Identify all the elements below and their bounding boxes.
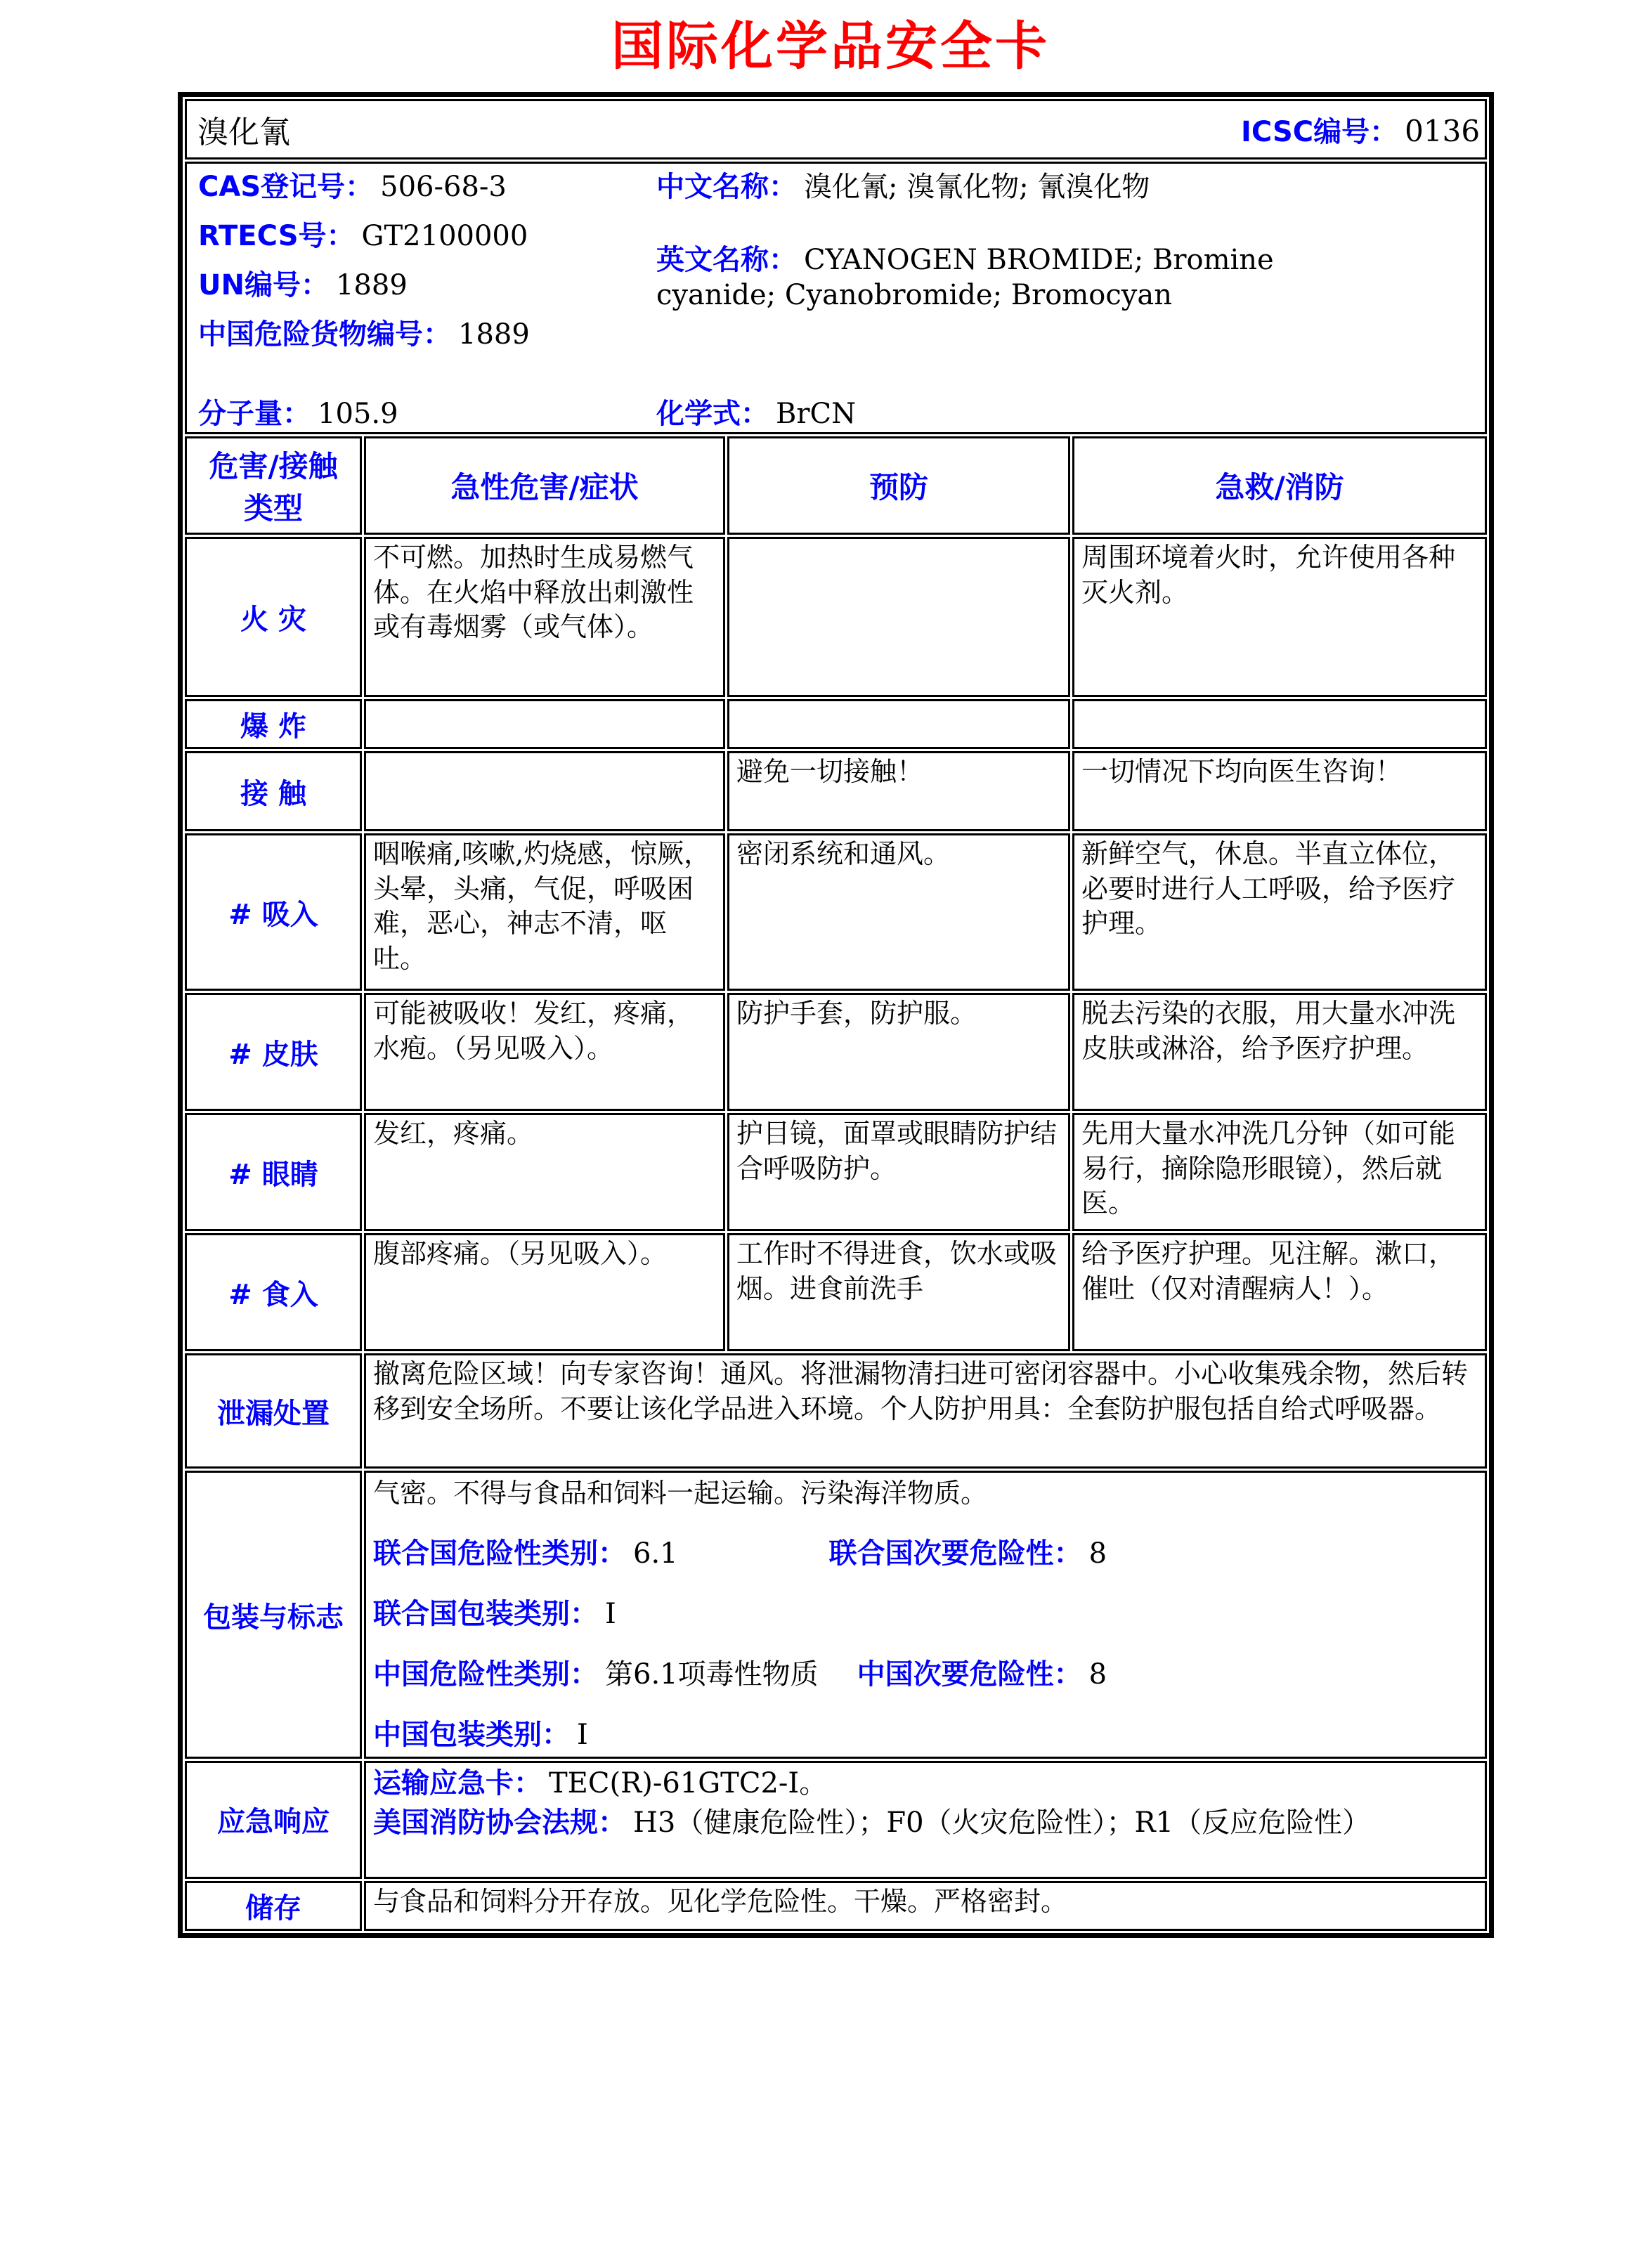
storage-text: 与食品和饲料分开存放。见化学危险性。干燥。严格密封。 (364, 1881, 1487, 1931)
fire-symptoms: 不可燃。加热时生成易燃气体。在火焰中释放出刺激性或有毒烟雾（或气体）。 (364, 537, 725, 697)
hazard-row-eyes (185, 1113, 1487, 1231)
ingestion-firstaid: 给予医疗护理。见注解。漱口，催吐（仅对清醒病人！）。 (1072, 1233, 1487, 1351)
transport-emergency-card: 运输应急卡： TEC(R)-61GTC2-I。 (373, 1766, 828, 1799)
hazard-row-inhalation (185, 833, 1487, 991)
explosion-firstaid (1072, 699, 1487, 749)
hazard-row-contact (185, 751, 1487, 831)
icsc-number (1241, 110, 1480, 150)
chemical-name: 溴化氰 (197, 115, 290, 151)
header-firstaid-fire: 急救/消防 (1072, 436, 1487, 535)
row-label-explosion: 爆 炸 (185, 699, 362, 749)
chemical-formula: 化学式： BrCN (656, 398, 857, 431)
page-title: 国际化学品安全卡 (611, 16, 1050, 77)
hazard-row-explosion (185, 699, 1487, 749)
china-packing-group-line: 中国包装类别： I (373, 1718, 588, 1751)
contact-symptoms (364, 751, 725, 831)
contact-prevention: 避免一切接触！ (727, 751, 1070, 831)
inhalation-prevention: 密闭系统和通风。 (727, 833, 1070, 991)
row-label-skin: # 皮肤 (185, 993, 362, 1111)
row-label-fire: 火 灾 (185, 537, 362, 697)
fire-firstaid: 周围环境着火时，允许使用各种灭火剂。 (1072, 537, 1487, 697)
hazard-header-row (185, 436, 1487, 535)
english-names: 英文名称： CYANOGEN BROMIDE; Bromine cyanide; Cyanobromide; Bromocyan (656, 244, 1274, 312)
cas-number: CAS登记号： 506-68-3 (198, 171, 507, 204)
contact-firstaid: 一切情况下均向医生咨询！ (1072, 751, 1487, 831)
spill-text: 撤离危险区域！向专家咨询！通风。将泄漏物清扫进可密闭容器中。小心收集残余物，然后转移到安全场所。不要让该化学品进入环境。个人防护用具：全套防护服包括自给式呼吸器。 (364, 1353, 1487, 1469)
eyes-firstaid: 先用大量水冲洗几分钟（如可能易行，摘除隐形眼镜），然后就医。 (1072, 1113, 1487, 1231)
skin-symptoms: 可能被吸收！发红，疼痛，水疱。（另见吸入）。 (364, 993, 725, 1111)
chinese-names: 中文名称： 溴化氰; 溴氰化物; 氰溴化物 (656, 171, 1150, 204)
un-number: UN编号： 1889 (198, 269, 408, 302)
icsc-number-label: ICSC编号： (1241, 115, 1398, 148)
skin-prevention: 防护手套，防护服。 (727, 993, 1070, 1111)
row-label-spill: 泄漏处置 (185, 1353, 362, 1469)
packaging-row (185, 1471, 1487, 1759)
header-hazard-type: 危害/接触类型 (185, 436, 362, 535)
hazard-row-ingestion (185, 1233, 1487, 1351)
storage-row (185, 1881, 1487, 1931)
row-label-emergency: 应急响应 (185, 1761, 362, 1879)
row-label-eyes: # 眼睛 (185, 1113, 362, 1231)
inhalation-symptoms: 咽喉痛,咳嗽,灼烧感，惊厥，头晕，头痛，气促，呼吸困难，恶心，神志不清，呕吐。 (364, 833, 725, 991)
china-goods-number: 中国危险货物编号： 1889 (198, 318, 530, 351)
ingestion-prevention: 工作时不得进食，饮水或吸烟。进食前洗手 (727, 1233, 1070, 1351)
nfpa-code: 美国消防协会法规： H3（健康危险性）；F0（火灾危险性）；R1（反应危险性） (373, 1806, 1371, 1839)
explosion-symptoms (364, 699, 725, 749)
china-hazard-class-line: 中国危险性类别： 第6.1项毒性物质 中国次要危险性： 8 (373, 1658, 1107, 1691)
emergency-row (185, 1761, 1487, 1879)
explosion-prevention (727, 699, 1070, 749)
row-label-ingestion: # 食入 (185, 1233, 362, 1351)
spill-row (185, 1353, 1487, 1469)
fire-prevention (727, 537, 1070, 697)
inhalation-firstaid: 新鲜空气，休息。半直立体位，必要时进行人工呼吸，给予医疗护理。 (1072, 833, 1487, 991)
eyes-prevention: 护目镜，面罩或眼睛防护结合呼吸防护。 (727, 1113, 1070, 1231)
hazard-row-skin (185, 993, 1487, 1111)
identity-right-column (656, 169, 1475, 327)
molecular-weight: 分子量： 105.9 (198, 398, 398, 431)
icsc-card-table (178, 92, 1494, 1938)
header-prevention: 预防 (727, 436, 1070, 535)
identity-left-column (198, 169, 656, 366)
header-acute-symptoms: 急性危害/症状 (364, 436, 725, 535)
row-label-contact: 接 触 (185, 751, 362, 831)
hazard-row-fire (185, 537, 1487, 697)
packaging-transport-note: 气密。不得与食品和饲料一起运输。污染海洋物质。 (373, 1478, 988, 1509)
rtecs-number: RTECS号： GT2100000 (198, 220, 528, 253)
identity-row (185, 162, 1487, 434)
un-packing-group-line: 联合国包装类别： I (373, 1597, 616, 1630)
skin-firstaid: 脱去污染的衣服，用大量水冲洗皮肤或淋浴，给予医疗护理。 (1072, 993, 1487, 1111)
un-hazard-class-line: 联合国危险性类别： 6.1 联合国次要危险性： 8 (373, 1537, 1107, 1570)
row-label-inhalation: # 吸入 (185, 833, 362, 991)
row-label-storage: 储存 (185, 1881, 362, 1931)
row-label-packaging: 包装与标志 (185, 1471, 362, 1759)
name-row (185, 99, 1487, 160)
ingestion-symptoms: 腹部疼痛。（另见吸入）。 (364, 1233, 725, 1351)
eyes-symptoms: 发红，疼痛。 (364, 1113, 725, 1231)
icsc-number-value: 0136 (1405, 113, 1481, 148)
